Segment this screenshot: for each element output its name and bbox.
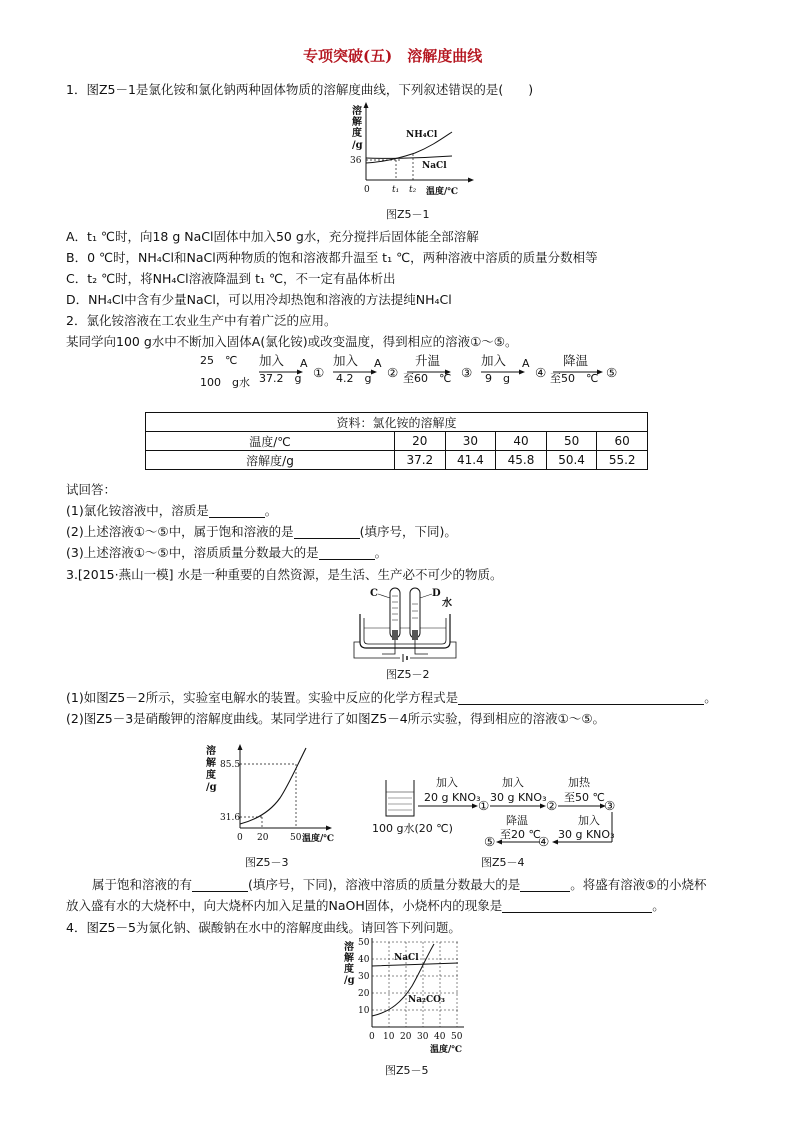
answer-blank[interactable] — [294, 526, 360, 539]
fig4-result-1: ① — [478, 798, 490, 813]
answer-blank[interactable] — [209, 505, 265, 518]
table-cell: 37.2 — [395, 451, 446, 470]
q1-xlabel: 温度/℃ — [426, 187, 459, 197]
fig3-xlabel: 温度/℃ — [302, 834, 335, 844]
fig5-ytick-50: 50 — [358, 938, 370, 948]
q1-stem: 1．图Z5－1是氯化铵和氯化钠两种固体物质的溶解度曲线，下列叙述错误的是( ) — [66, 82, 534, 97]
fig5-xtick-30: 30 — [417, 1032, 429, 1042]
q1-x-arrow — [468, 178, 474, 183]
q3-sub1 — [66, 690, 717, 705]
q2-sub3-end: 。 — [374, 545, 388, 560]
fig5-xtick-10: 10 — [383, 1032, 395, 1042]
table-cell: 50 — [546, 432, 597, 451]
q3-para-b: (填序号，下同)，溶液中溶质的质量分数最大的是 — [248, 877, 521, 892]
fig5-xtick-50: 50 — [451, 1032, 463, 1042]
q2-sub1-text: (1)氯化铵溶液中，溶质是 — [66, 503, 209, 518]
q2-result-5: ⑤ — [606, 365, 618, 380]
table-cell: 45.8 — [496, 451, 547, 470]
table-cell: 20 — [395, 432, 446, 451]
q1-label-nacl: NaCl — [422, 161, 447, 171]
fig3-xtick-0: 0 — [237, 833, 243, 843]
q3-sub1-end: 。 — [704, 690, 717, 705]
answer-blank[interactable] — [192, 879, 248, 892]
answer-blank[interactable] — [319, 547, 375, 560]
q2-step2-a: A — [374, 357, 382, 370]
fig4-result-5: ⑤ — [484, 834, 496, 849]
page-title: 专项突破(五) 溶解度曲线 — [303, 47, 483, 65]
fig-z5-2-electrolysis — [350, 584, 460, 664]
q2-step3-bottom: 至60 ℃ — [403, 372, 452, 385]
fig5-ytick-10: 10 — [358, 1006, 370, 1016]
answer-blank[interactable] — [520, 879, 570, 892]
q2-sub2-end: (填序号，下同)。 — [359, 524, 457, 539]
q2-line2: 某同学向100 g水中不断加入固体A(氯化铵)或改变温度，得到相应的溶液①～⑤。 — [66, 334, 518, 349]
q3-para2-a: 放入盛有水的大烧杯中，向大烧杯内加入足量的NaOH固体，小烧杯内的现象是 — [66, 898, 503, 913]
fig-z5-3-chart — [200, 740, 340, 852]
fig5-ytick-20: 20 — [358, 989, 370, 999]
q2-sub2-text: (2)上述溶液①～⑤中，属于饱和溶液的是 — [66, 524, 294, 539]
q2-flow-start-bottom: 100 g水 — [200, 376, 250, 389]
q2-result-4: ④ — [535, 365, 547, 380]
fig4-result-2: ② — [546, 798, 558, 813]
q2-sub2 — [66, 524, 457, 539]
q1-option-c: C．t₂ ℃时，将NH₄Cl溶液降温到 t₁ ℃，不一定有晶体析出 — [66, 271, 396, 286]
fig4-result-3: ③ — [604, 798, 616, 813]
q3-para-a: 属于饱和溶液的有 — [92, 877, 193, 892]
fig4-beaker-label: 100 g水(20 ℃) — [372, 822, 453, 835]
q2-sub3 — [66, 545, 387, 560]
q2-step5-bottom: 至50 ℃ — [550, 372, 599, 385]
q1-ylabel-1: 解 — [352, 117, 362, 128]
q2-step1-a: A — [300, 357, 308, 370]
fig5-ytick-30: 30 — [358, 972, 370, 982]
q1-xtick-0: 0 — [364, 185, 370, 195]
q1-option-d: D．NH₄Cl中含有少量NaCl，可以用冷却热饱和溶液的方法提纯NH₄Cl — [66, 292, 452, 307]
q1-ylabel-2: 度 — [352, 128, 362, 139]
fig2-label-c: C — [370, 588, 378, 599]
fig4-a1-bottom: 20 g KNO₃ — [424, 791, 481, 804]
q3-para2-end: 。 — [652, 898, 665, 913]
q1-curve-nacl — [366, 156, 452, 158]
fig-z5-5-chart — [340, 936, 470, 1060]
fig3-y-arrow — [238, 744, 243, 750]
fig4-a3-bottom: 至50 ℃ — [564, 791, 605, 804]
q2-step1-top: 加入 — [259, 353, 285, 368]
fig2-label-d: D — [432, 588, 441, 599]
q2-step4-top: 加入 — [481, 353, 507, 368]
fig4-a5-top: 降温 — [506, 814, 528, 827]
fig3-xtick-20: 20 — [257, 833, 269, 843]
fig4-a3-top: 加热 — [568, 776, 590, 789]
q2-flow-start-top: 25 ℃ — [200, 354, 238, 367]
fig3-ylabel-1: 解 — [206, 758, 216, 769]
fig5-ylabel-2: 度 — [344, 964, 354, 975]
fig5-ylabel-0: 溶 — [344, 942, 354, 953]
q2-stem: 2．氯化铵溶液在工农业生产中有着广泛的应用。 — [66, 313, 337, 328]
fig5-ytick-40: 40 — [358, 955, 370, 965]
q2-step3-top: 升温 — [415, 353, 441, 368]
answer-blank[interactable] — [502, 900, 652, 913]
q1-xtick-t1: t₁ — [392, 185, 400, 195]
q1-xtick-t2: t₂ — [409, 185, 417, 195]
q2-result-3: ③ — [461, 365, 473, 380]
q1-option-a: A．t₁ ℃时，向18 g NaCl固体中加入50 g水，充分搅拌后固体能全部溶解 — [66, 229, 479, 244]
fig5-xtick-20: 20 — [400, 1032, 412, 1042]
table-cell: 50.4 — [546, 451, 597, 470]
answer-blank[interactable] — [458, 692, 704, 705]
fig4-a5-bottom: 至20 ℃ — [500, 828, 541, 841]
q3-para — [92, 877, 707, 892]
fig3-ylabel-0: 溶 — [206, 746, 216, 757]
q1-y-arrow — [364, 102, 369, 108]
q2-step5-top: 降温 — [563, 353, 589, 368]
fig5-label-na2co3: Na₂CO₃ — [408, 995, 445, 1005]
q3-sub1-text: (1)如图Z5－2所示，实验室电解水的装置。实验中反应的化学方程式是 — [66, 690, 459, 705]
q1-label-nh4cl: NH₄Cl — [406, 130, 438, 140]
q2-step4-a: A — [522, 357, 530, 370]
fig5-label-nacl: NaCl — [394, 953, 419, 963]
q3-fig3-caption: 图Z5－3 — [245, 856, 289, 869]
fig3-ytick-31: 31.6 — [220, 813, 241, 823]
table-cell: 30 — [445, 432, 496, 451]
q2-result-2: ② — [387, 365, 399, 380]
fig-z5-1-chart — [340, 100, 480, 200]
fig5-xtick-0: 0 — [369, 1032, 375, 1042]
q1-option-b: B．0 ℃时，NH₄Cl和NaCl两种物质的饱和溶液都升温至 t₁ ℃，两种溶液中溶质的质量分数相等 — [66, 250, 598, 265]
q2-step4-bottom: 9 g — [485, 372, 510, 385]
table-caption: 资料：氯化铵的溶解度 — [146, 413, 648, 432]
fig4-a4-bottom: 30 g KNO₃ — [558, 828, 615, 841]
fig5-xtick-40: 40 — [434, 1032, 446, 1042]
fig5-xlabel: 温度/℃ — [430, 1045, 463, 1055]
fig5-ylabel-3: /g — [344, 975, 355, 986]
solubility-table — [145, 412, 648, 470]
q4-stem: 4．图Z5－5为氯化钠、碳酸钠在水中的溶解度曲线。请回答下列问题。 — [66, 920, 461, 935]
q4-caption: 图Z5－5 — [385, 1064, 429, 1077]
fig5-ylabel-1: 解 — [344, 953, 354, 964]
q2-prompt: 试回答： — [66, 482, 117, 497]
table-cell: 40 — [496, 432, 547, 451]
q2-step2-bottom: 4.2 g — [336, 372, 372, 385]
q2-sub1-end: 。 — [264, 503, 278, 518]
q1-caption: 图Z5－1 — [386, 208, 430, 221]
fig4-a1-top: 加入 — [436, 776, 458, 789]
fig3-ylabel-2: 度 — [206, 770, 216, 781]
fig3-ylabel-3: /g — [206, 782, 217, 793]
q2-result-1: ① — [313, 365, 325, 380]
table-cell: 55.2 — [597, 451, 648, 470]
fig5-curve-nacl — [372, 963, 458, 966]
table-cell: 60 — [597, 432, 648, 451]
fig3-xtick-50: 50 — [290, 833, 302, 843]
table-row-label: 温度/℃ — [146, 432, 395, 451]
fig4-a2-bottom: 30 g KNO₃ — [490, 791, 547, 804]
q2-sub3-text: (3)上述溶液①～⑤中，溶质质量分数最大的是 — [66, 545, 319, 560]
q3-para-c: 。将盛有溶液⑤的小烧杯 — [570, 877, 707, 892]
fig3-x-arrow — [326, 826, 332, 831]
fig3-ytick-85: 85.5 — [220, 760, 241, 770]
q2-sub1 — [66, 503, 277, 518]
table-cell: 41.4 — [445, 451, 496, 470]
q3-fig4-caption: 图Z5－4 — [481, 856, 525, 869]
q3-sub2: (2)图Z5－3是硝酸钾的溶解度曲线。某同学进行了如图Z5－4所示实验，得到相应的溶液①～⑤。 — [66, 711, 606, 726]
q1-ylabel-0: 溶 — [352, 106, 362, 117]
fig4-result-4: ④ — [538, 834, 550, 849]
q1-ytick-36: 36 — [350, 156, 362, 166]
q2-step2-top: 加入 — [333, 353, 359, 368]
fig2-label-water: 水 — [442, 598, 452, 609]
q3-fig2-caption: 图Z5－2 — [386, 668, 430, 681]
table-row-label: 溶解度/g — [146, 451, 395, 470]
q3-para2 — [66, 898, 665, 913]
q2-step1-bottom: 37.2 g — [259, 372, 302, 385]
q3-stem: 3.[2015·燕山一模] 水是一种重要的自然资源，是生活、生产必不可少的物质。 — [66, 567, 503, 582]
fig4-a4-top: 加入 — [578, 814, 600, 827]
q1-ylabel-3: /g — [352, 140, 363, 151]
fig4-a2-top: 加入 — [502, 776, 524, 789]
